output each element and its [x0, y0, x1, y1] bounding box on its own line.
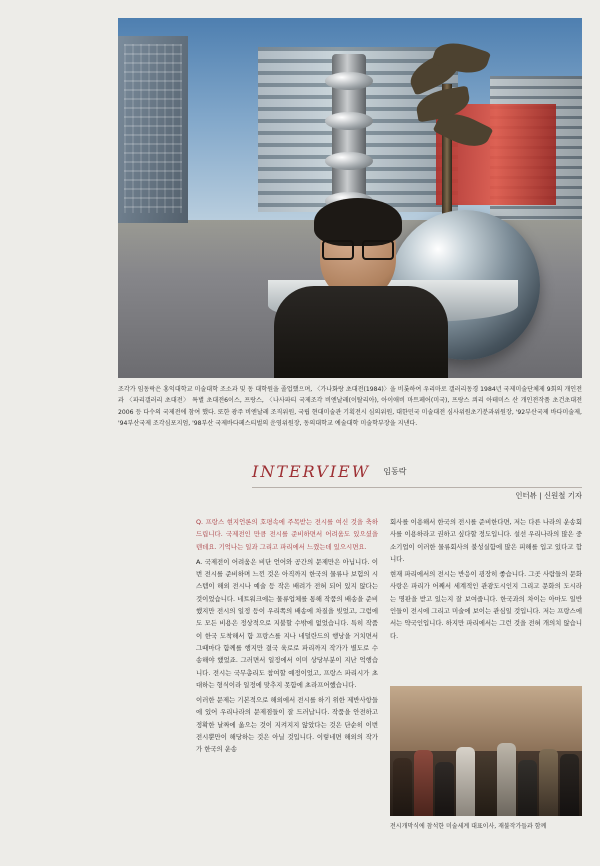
interview-title: INTERVIEW — [252, 462, 371, 481]
exhibition-opening-reception-photo — [390, 686, 582, 816]
bottom-photo-caption: 전시개막식에 참석한 미술세계 대표이사, 재불작가들과 함께 — [390, 823, 547, 830]
left-building — [118, 36, 188, 223]
crowd-person — [477, 756, 496, 816]
artist-hair — [314, 198, 402, 246]
interview-header — [252, 462, 582, 488]
interview-answer: 이러한 문제는 기본적으로 해외에서 전시를 하기 위한 제반사항들에 있어 우리나라의 문제점들이 잘 드러납니다. 작품을 안전하고 정확한 날짜에 옮으는 것이 지켜지지 않았다는 것은 단순히 이번 전시뿐만이 해당하는 것은 아닐 것입니다. 이렇네면 해외의 작가가 한국의 운송 — [196, 696, 378, 754]
crowd-person — [560, 754, 579, 816]
crowd-person — [497, 743, 516, 816]
crowd-person — [393, 758, 412, 816]
interview-answer: A. 국제전이 어려움은 비단 언어와 공간의 문제만은 아닙니다. 이번 전시를 준비하며 느낀 것은 아직까지 한국의 물류나 보험의 시스템이 해외 전시나 예술 등 작은 배려가 전혀 되어 있지 않다는 것이었습니다. 네트워크에는 물류업체를 통해 작품의 배송을 준비했지만 전시의 일정 등이 우리쪽의 배송에 차질을 빚었고, 그럼에도 모든 비용은 정상적으로 지불할 수밖에 없었습니다. 특히 작품이 한국 도착해서 함 프랑스를 지나 네덜란드의 행낭을 거치면서 그때마다 함께를 행지만 결국 육로로 파리까지 작가가 별도로 수송해야 했었죠. 그러면서 일정에서 이미 상당부분이 지난 억행습니다. 전시는 국무총리도 참여할 예정이었고, 프랑스 파리시가 초대하는 형식이라 일정에 맞추지 못함에 초라프어했습니다. — [196, 557, 378, 689]
interview-byline: 인터뷰 | 신원철 기자 — [515, 491, 582, 500]
crowd-person — [435, 762, 454, 816]
body-right-column — [390, 516, 582, 645]
sculpture-knob — [325, 112, 373, 130]
sculpture-knob — [325, 72, 373, 90]
crowd-person — [456, 747, 475, 816]
glasses-icon — [322, 240, 394, 256]
interview-answer: 회사를 이용해서 한국의 전시를 준비한다면, 저는 다른 나라의 운송회사를 이용하라고 권하고 싶다할 정도입니다. 설선 우리나라의 많은 중소기업이 이러한 물류회사의 불성실함에 많은 피해를 입고 있다고 합니다. — [390, 518, 582, 563]
artist-torso — [274, 286, 448, 378]
interview-subject: 임동락 — [383, 467, 407, 476]
artist-figure — [266, 206, 456, 378]
sculpture-knob — [325, 152, 373, 170]
body-left-column — [196, 516, 378, 759]
crowd-person — [414, 750, 433, 816]
crowd-person — [539, 749, 558, 816]
interview-answer: 현재 파리에서의 전시는 반응이 굉장히 좋습니다. 그곳 사람들의 문화사랑은 파리가 어째서 세계적인 관광도시인지 그리고 문화의 도시라는 명판을 받고 있는지 잘 보여줍니다. 한국과의 차이는 아마도 일반인들이 전시에 그리고 미술에 보이는 관심일 것입니다. 저는 프랑스에서는 약국인입니다. 하지만 파리에서는 그런 것을 전혀 개의치 않습니다. — [390, 570, 582, 640]
reception-crowd — [390, 722, 582, 816]
hero-photo-caption: 조각가 임동락은 홍익대학교 미술대학 조소과 및 동 대학원을 졸업했으며, 〈가나화랑 초대전(1984)〉을 비롯하여 우리마로 갤러리동경 1984년 국제미술단체제 9회의 개인전과 〈파리갤러리 초대전〉 특별 초대전6이스, 프랑스, 〈나사파티 국제조각 비엔날레(이탈리아), 아이애비 마트페어(미국), 프랑스 쾨리 아테미스 산 개인전작품 초건초대전2006 등 다수의 국제전에 참여 했다. 또한 광주 비엔날레 조직위원, 국립 현대미술관 기획전시 심의위원, 대한민국 미술대전 심사위원초기분과위원장, '92부산국제 바다미술제, '94부산국제 조각심포지엄, '98부산 국제바다페스티벌의 운영위원장, 동의대학교 예술대학 미술학부장을 지낸다. — [118, 386, 582, 427]
interview-question: Q. 프랑스 현지언론의 호평속에 주목받는 전시를 여신 것을 축하드립니다. 국제전인 만큼 전시를 준비하면서 어려움도 있으셨을 텐데요. 기억나는 일과 그리고 파리에서 느꼈는데 있으시면요. — [196, 518, 378, 551]
artist-portrait-outdoor-photo — [118, 18, 582, 378]
crowd-person — [518, 760, 537, 816]
